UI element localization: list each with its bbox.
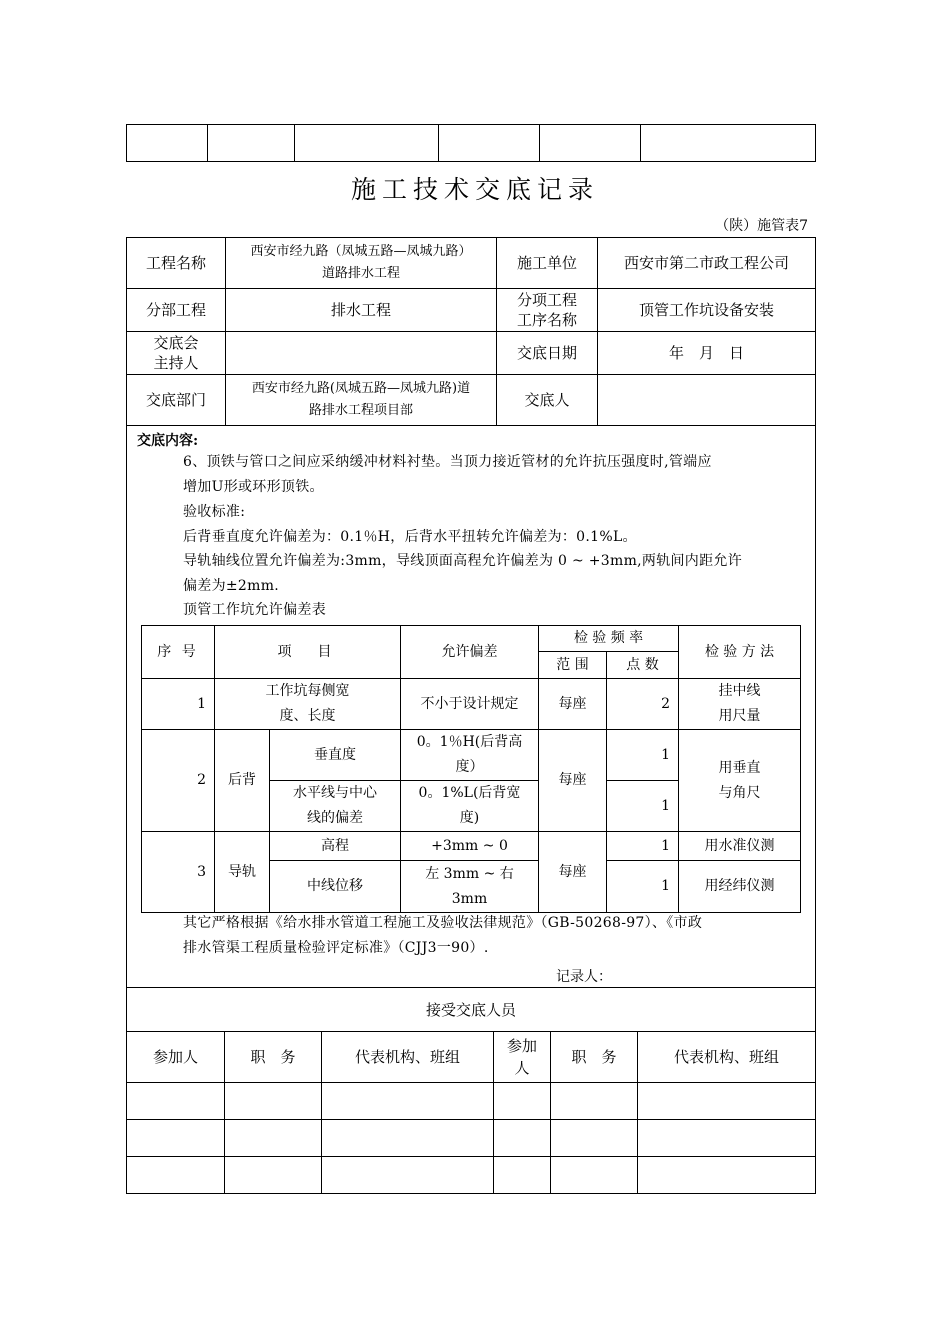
row3b-tolerance-line: 3mm (451, 890, 488, 907)
row1-item-line: 度、长度 (279, 708, 336, 724)
row2b-tolerance (401, 781, 539, 832)
row2-seq: 2 (142, 730, 215, 832)
dept-value (226, 375, 497, 426)
row3-seq: 3 (142, 832, 215, 913)
row1-item-line: 工作坑每侧宽 (265, 683, 350, 699)
row1-points: 2 (607, 679, 679, 730)
strip-cell (540, 125, 641, 162)
table-caption: 顶管工作坑允许偏差表 (183, 602, 326, 618)
row3b-item: 中线位移 (270, 861, 401, 913)
row2a-tolerance-line: 0。1％H(后背高 (416, 734, 523, 750)
receiver-cell (551, 1157, 638, 1194)
col-position: 职 务 (225, 1032, 322, 1083)
receivers-table (126, 987, 816, 1194)
header-item: 项 目 (215, 626, 401, 679)
row2-group: 后背 (215, 730, 270, 832)
paragraph-line: 6、顶铁与管口之间应采纳缓冲材料衬垫。当顶力接近管材的允许抗压强度时,管端应 (183, 454, 712, 470)
header-table (126, 237, 816, 426)
recorder-label: 记录人： (556, 969, 612, 985)
division-value: 排水工程 (226, 289, 497, 332)
row1-item (215, 679, 401, 730)
subitem-label (497, 289, 598, 332)
project-name-line: 西安市经九路（凤城五路—凤城九路） (250, 244, 472, 259)
row3a-method: 用水准仪测 (679, 832, 801, 861)
col-participant-2-line: 参加 (506, 1037, 537, 1055)
header-range: 范 围 (539, 652, 607, 679)
receiver-cell (494, 1083, 551, 1120)
row2a-points: 1 (607, 730, 679, 781)
document-title: 施工技术交底记录 (350, 175, 599, 204)
col-participant-2 (494, 1032, 551, 1083)
subitem-label-line: 分项工程 (516, 291, 577, 309)
date-value: 年 月 日 (598, 332, 816, 375)
header-method: 检 验 方 法 (679, 626, 801, 679)
receiver-cell (127, 1157, 225, 1194)
receiver-cell (127, 1120, 225, 1157)
subitem-value: 顶管工作坑设备安装 (598, 289, 816, 332)
row2-method-line: 用垂直 (718, 759, 761, 776)
receiver-cell (551, 1120, 638, 1157)
receiver-cell (322, 1157, 494, 1194)
top-strip-table (126, 124, 816, 162)
row2a-tolerance-line: 度） (455, 759, 484, 775)
row1-range: 每座 (539, 679, 607, 730)
row2-method-line: 与角尺 (718, 784, 761, 801)
row1-method (679, 679, 801, 730)
contractor-value: 西安市第二市政工程公司 (598, 238, 816, 289)
receiver-cell (322, 1120, 494, 1157)
receiver-cell (225, 1157, 322, 1194)
receiver-cell (225, 1083, 322, 1120)
row3b-tolerance (401, 861, 539, 913)
receiver-cell (551, 1083, 638, 1120)
row3b-method: 用经纬仪测 (679, 861, 801, 913)
col-position-2: 职 务 (551, 1032, 638, 1083)
dept-value-line: 路排水工程项目部 (308, 403, 413, 418)
row2b-item (270, 781, 401, 832)
dept-value-line: 西安市经九路(凤城五路—凤城九路)道 (251, 381, 471, 396)
contractor-label: 施工单位 (497, 238, 598, 289)
row1-method-line: 用尺量 (718, 708, 761, 724)
row2b-item-line: 水平线与中心 (293, 785, 377, 801)
col-participant: 参加人 (127, 1032, 225, 1083)
receivers-heading: 接受交底人员 (127, 988, 816, 1032)
row2-method (679, 730, 801, 832)
row3b-points: 1 (607, 861, 679, 913)
host-value (226, 332, 497, 375)
paragraph-line: 其它严格根据《给水排水管道工程施工及验收法律规范》（GB-50268-97）、《市政 (183, 915, 703, 931)
row2a-tolerance (401, 730, 539, 781)
subitem-label-line: 工序名称 (516, 311, 577, 329)
row2b-tolerance-line: 度) (459, 810, 480, 826)
receiver-cell (638, 1083, 816, 1120)
project-name-line: 道路排水工程 (321, 266, 400, 281)
row2b-points: 1 (607, 781, 679, 832)
project-name-label: 工程名称 (127, 238, 226, 289)
row3b-tolerance-line: 左 3mm ~ 右 (425, 865, 514, 882)
row2-range: 每座 (539, 730, 607, 832)
row3a-tolerance: +3mm ~ 0 (401, 832, 539, 861)
receiver-cell (322, 1083, 494, 1120)
division-label: 分部工程 (127, 289, 226, 332)
row3-range: 每座 (539, 832, 607, 913)
row3a-item: 高程 (270, 832, 401, 861)
receiver-cell (638, 1120, 816, 1157)
col-org-2: 代表机构、班组 (638, 1032, 816, 1083)
paragraph-line: 排水管渠工程质量检验评定标准》（CJJ3一90）. (183, 940, 489, 956)
row3-group: 导轨 (215, 832, 270, 913)
strip-cell (439, 125, 540, 162)
project-name-value (226, 238, 497, 289)
row3a-points: 1 (607, 832, 679, 861)
paragraph-line: 偏差为±2mm. (183, 578, 280, 594)
row1-tolerance: 不小于设计规定 (401, 679, 539, 730)
row2a-item: 垂直度 (270, 730, 401, 781)
strip-cell (208, 125, 295, 162)
row1-method-line: 挂中线 (718, 683, 761, 699)
row1-seq: 1 (142, 679, 215, 730)
strip-cell (641, 125, 816, 162)
host-label-line: 主持人 (153, 354, 199, 372)
dept-label: 交底部门 (127, 375, 226, 426)
header-points: 点 数 (607, 652, 679, 679)
receiver-cell (494, 1120, 551, 1157)
host-label-line: 交底会 (153, 334, 199, 352)
receiver-cell (225, 1120, 322, 1157)
header-frequency: 检 验 频 率 (539, 626, 679, 652)
person-label: 交底人 (497, 375, 598, 426)
receiver-cell (494, 1157, 551, 1194)
row2b-tolerance-line: 0。1%L(后背宽 (418, 785, 521, 801)
form-code: （陕）施管表7 (715, 218, 808, 234)
strip-cell (127, 125, 208, 162)
col-org: 代表机构、班组 (322, 1032, 494, 1083)
person-value (598, 375, 816, 426)
paragraph-line: 导轨轴线位置允许偏差为:3mm，导线顶面高程允许偏差为 0 ~ +3mm,两轨间内距允许 (183, 553, 742, 569)
acceptance-heading: 验收标准: (183, 504, 246, 520)
header-tolerance: 允许偏差 (401, 626, 539, 679)
host-label (127, 332, 226, 375)
paragraph-line: 后背垂直度允许偏差为：0.1％H，后背水平扭转允许偏差为：0.1%L。 (183, 529, 637, 545)
col-participant-2-line: 人 (514, 1059, 530, 1077)
paragraph-line: 增加U形或环形顶铁。 (183, 479, 324, 495)
content-heading: 交底内容: (137, 433, 199, 449)
receiver-cell (127, 1083, 225, 1120)
header-seq: 序 号 (142, 626, 215, 679)
date-label: 交底日期 (497, 332, 598, 375)
deviation-table (141, 625, 801, 913)
row2b-item-line: 线的偏差 (307, 810, 363, 826)
strip-cell (295, 125, 439, 162)
receiver-cell (638, 1157, 816, 1194)
